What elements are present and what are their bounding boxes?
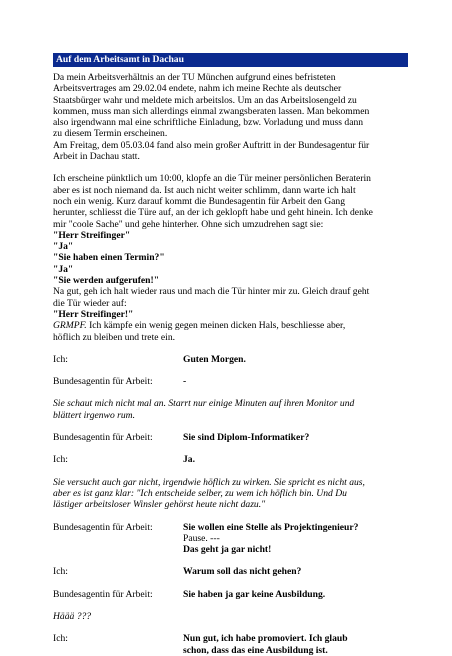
text-line: die Tür wieder auf: — [53, 297, 127, 309]
text-line: herunter, schliesst die Türe auf, an der ich geklopft habe und geht hinein. Ich denke — [53, 207, 373, 219]
text-line: aber es ist noch niemand da. Ist auch nicht weiter schlimm, dann warte ich halt — [53, 184, 356, 196]
dialogue-row — [53, 589, 408, 600]
dialogue-row — [53, 566, 408, 577]
speech: Warum soll das nicht gehen? — [183, 566, 302, 578]
text-line: Na gut, geh ich halt wieder raus und mach die Tür hinter mir zu. Gleich drauf geht — [53, 286, 370, 298]
aside-line: lästiger arbeitsloser Winsler gehörst heute nicht dazu." — [53, 499, 266, 511]
speech: Das geht ja gar nicht! — [183, 544, 272, 556]
speech: Nun gut, ich habe promoviert. Ich glaub — [183, 633, 348, 645]
stage-direction: Pause. --- — [183, 532, 220, 544]
text-line: kommen, muss man sich allerdings einmal zwangsberaten lassen. Man bekommen — [53, 105, 370, 117]
quote-line: "Ja" — [53, 241, 74, 253]
speech: schon, dass das eine Ausbildung ist. — [183, 644, 328, 656]
text-line: höflich zu bleiben und trete ein. — [53, 331, 176, 343]
text-line: Arbeit in Dachau statt. — [53, 151, 140, 163]
grmpf-label: GRMPF. — [53, 320, 87, 332]
article-title: Auf dem Arbeitsamt in Dachau — [53, 53, 408, 67]
speech: Sie wollen eine Stelle als Projektingenieur? — [183, 521, 359, 533]
text-line: noch ein wenig. Kurz darauf kommt die Bundesagentin für Arbeit den Gang — [53, 195, 345, 207]
speech: - — [183, 376, 187, 388]
speaker: Bundesagentin für Arbeit: — [53, 376, 153, 388]
speaker: Ich: — [53, 353, 68, 365]
quote-line: "Herr Streifinger!" — [53, 308, 134, 320]
quote-line: "Sie haben einen Termin?" — [53, 252, 165, 264]
dialogue-row — [53, 376, 408, 387]
aside-line: Sie versucht auch gar nicht, irgendwie höflich zu wirken. Sie spricht es nicht aus, — [53, 476, 365, 488]
speaker: Ich: — [53, 633, 68, 645]
aside-paragraph — [53, 398, 408, 421]
speech: Ja. — [183, 454, 195, 466]
quote-line: "Herr Streifinger" — [53, 229, 131, 241]
dialogue-row — [53, 522, 408, 556]
text-line: Ich kämpfe ein wenig gegen meinen dicken Hals, beschliesse aber, — [86, 320, 346, 332]
speaker: Bundesagentin für Arbeit: — [53, 588, 153, 600]
text-line: Arbeitsvertrages am 29.02.04 endete, nahm ich meine Rechte als deutscher — [53, 83, 342, 95]
speaker: Bundesagentin für Arbeit: — [53, 432, 153, 444]
speaker: Ich: — [53, 566, 68, 578]
text-line: also irgendwann mal eine schriftliche Einladung, bzw. Vorladung und muss dann — [53, 117, 364, 129]
text-line: Am Freitag, dem 05.03.04 fand also mein großer Auftritt in der Bundesagentur für — [53, 139, 370, 151]
aside-line: blättert irgenwo rum. — [53, 409, 135, 421]
speaker: Bundesagentin für Arbeit: — [53, 521, 153, 533]
dialogue-row — [53, 354, 408, 365]
speaker: Ich: — [53, 454, 68, 466]
text-line: zu diesem Termin erscheinen. — [53, 128, 168, 140]
aside-line: aber es ist ganz klar: "Ich entscheide selber, zu wem ich höflich bin. Und Du — [53, 487, 347, 499]
text-line: Da mein Arbeitsverhältnis an der TU München aufgrund eines befristeten — [53, 72, 336, 83]
story-paragraph — [53, 173, 408, 342]
intro-paragraph — [53, 72, 408, 162]
quote-line: "Ja" — [53, 263, 74, 275]
speech: Guten Morgen. — [183, 353, 246, 365]
dialogue-row — [53, 432, 408, 443]
speech: Sie sind Diplom-Informatiker? — [183, 432, 310, 444]
aside-line: Häää ??? — [53, 610, 92, 622]
text-line: Ich erscheine pünktlich um 10:00, klopfe an die Tür meiner persönlichen Beraterin — [53, 173, 371, 185]
text-line: Staatsbürger wahr und meldete mich arbeitslos. Um an das Arbeitslosengeld zu — [53, 94, 357, 106]
dialogue-row — [53, 454, 408, 465]
aside-paragraph — [53, 477, 408, 511]
quote-line: "Sie werden aufgerufen!" — [53, 275, 160, 287]
speech: Sie haben ja gar keine Ausbildung. — [183, 588, 326, 600]
document-page — [53, 53, 408, 656]
aside-line: Sie schaut mich nicht mal an. Starrt nur einige Minuten auf ihren Monitor und — [53, 398, 355, 410]
text-line: mir "coole Sache" und gehe hinterher. Ohne sich umzudrehen sagt sie: — [53, 218, 324, 230]
dialogue-row — [53, 633, 408, 656]
